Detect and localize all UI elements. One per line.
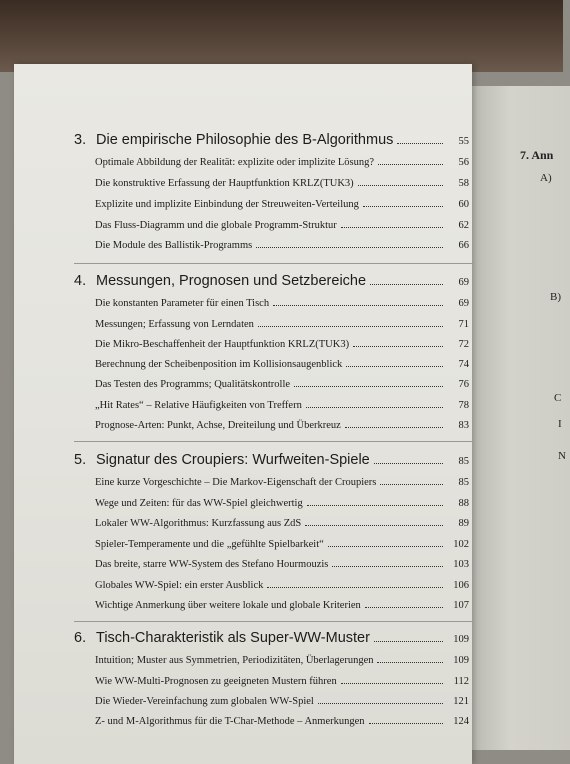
page-number: 66 <box>458 240 469 251</box>
chapter-number: 4. <box>74 273 87 289</box>
page-number: 103 <box>453 559 469 570</box>
chapter-title-text: Signatur des Croupiers: Wurfweiten-Spiele <box>96 452 370 468</box>
dot-leader <box>353 346 443 347</box>
page-number: 69 <box>458 298 469 309</box>
entry-text: Das Fluss-Diagramm und die globale Programm-Struktur <box>95 220 337 231</box>
toc-entry <box>95 298 469 314</box>
toc-entry <box>95 655 469 671</box>
dot-leader <box>346 366 443 367</box>
dot-leader <box>256 247 443 248</box>
dot-leader <box>328 546 443 547</box>
entry-text: „Hit Rates“ – Relative Häufigkeiten von Treffern <box>95 400 302 411</box>
page-number: 85 <box>458 456 469 467</box>
chapter-title <box>74 630 469 650</box>
dot-leader <box>294 386 443 387</box>
page-number: 124 <box>453 716 469 727</box>
page-number: 112 <box>453 676 469 687</box>
page-number: 69 <box>458 277 469 288</box>
chapter-title-text: Die empirische Philosophie des B-Algorithmus <box>96 132 394 148</box>
dot-leader <box>374 463 443 464</box>
dot-leader <box>363 206 443 207</box>
page-number: 121 <box>453 696 469 707</box>
entry-text: Eine kurze Vorgeschichte – Die Markov-Eigenschaft der Croupiers <box>95 477 377 488</box>
chapter-title <box>74 452 469 472</box>
dot-leader <box>358 185 443 186</box>
entry-text: Globales WW-Spiel: ein erster Ausblick <box>95 580 264 591</box>
facing-page-heading: 7. Ann <box>520 148 554 162</box>
entry-text: Das Testen des Programms; Qualitätskontrolle <box>95 379 291 390</box>
dot-leader <box>267 587 443 588</box>
page-number: 83 <box>458 420 469 431</box>
entry-text: Die Wieder-Vereinfachung zum globalen WW-Spiel <box>95 696 314 707</box>
section-divider <box>74 263 474 264</box>
toc-entry <box>95 696 469 712</box>
entry-text: Intuition; Muster aus Symmetrien, Periodizitäten, Überlagerungen <box>95 655 374 666</box>
page-number: 106 <box>453 580 469 591</box>
toc-entry <box>95 716 469 732</box>
entry-text: Messungen; Erfassung von Lerndaten <box>95 319 254 330</box>
page-number: 71 <box>458 319 469 330</box>
toc-entry <box>95 420 469 436</box>
toc-entry <box>95 676 469 692</box>
page-number: 88 <box>458 498 469 509</box>
entry-text: Die Module des Ballistik-Programms <box>95 240 253 251</box>
chapter-title-text: Messungen, Prognosen und Setzbereiche <box>96 273 367 289</box>
dot-leader <box>307 505 443 506</box>
dot-leader <box>341 227 443 228</box>
page-number: 102 <box>453 539 469 550</box>
toc-entry <box>95 178 469 194</box>
dot-leader <box>374 641 443 642</box>
dot-leader <box>305 525 443 526</box>
facing-page-fragment-c: C <box>554 392 562 404</box>
chapter-number: 3. <box>74 132 87 148</box>
entry-text: Wichtige Anmerkung über weitere lokale und globale Kriterien <box>95 600 361 611</box>
dot-leader <box>378 164 443 165</box>
entry-text: Optimale Abbildung der Realität: explizite oder implizite Lösung? <box>95 157 375 168</box>
page-number: 109 <box>453 655 469 666</box>
toc-entry <box>95 339 469 355</box>
entry-text: Z- und M-Algorithmus für die T-Char-Methode – Anmerkungen <box>95 716 365 727</box>
facing-page-item-b: B) <box>550 291 561 303</box>
toc-page <box>14 64 472 764</box>
toc-entry <box>95 319 469 335</box>
section-divider <box>74 441 474 442</box>
dot-leader <box>397 143 443 144</box>
chapter-title <box>74 273 469 293</box>
entry-text: Wie WW-Multi-Prognosen zu geeigneten Mustern führen <box>95 676 337 687</box>
entry-text: Die Mikro-Beschaffenheit der Hauptfunktion KRLZ(TUK3) <box>95 339 350 350</box>
dark-background <box>0 0 563 72</box>
page-number: 78 <box>458 400 469 411</box>
dot-leader <box>258 326 443 327</box>
dot-leader <box>332 566 443 567</box>
page-number: 55 <box>458 136 469 147</box>
dot-leader <box>341 683 443 684</box>
dot-leader <box>345 427 443 428</box>
dot-leader <box>306 407 443 408</box>
dot-leader <box>273 305 443 306</box>
toc-entry <box>95 240 469 256</box>
toc-entry <box>95 220 469 236</box>
page-number: 76 <box>458 379 469 390</box>
entry-text: Das breite, starre WW-System des Stefano Hourmouzis <box>95 559 329 570</box>
page-number: 72 <box>458 339 469 350</box>
entry-text: Die konstanten Parameter für einen Tisch <box>95 298 270 309</box>
toc-entry <box>95 199 469 215</box>
entry-text: Lokaler WW-Algorithmus: Kurzfassung aus ZdS <box>95 518 302 529</box>
toc-entry <box>95 518 469 534</box>
facing-page-fragment-i: I <box>558 418 562 430</box>
toc-entry <box>95 359 469 375</box>
dot-leader <box>380 484 443 485</box>
page-number: 56 <box>458 157 469 168</box>
page-number: 107 <box>453 600 469 611</box>
entry-text: Die konstruktive Erfassung der Hauptfunktion KRLZ(TUK3) <box>95 178 354 189</box>
toc-entry <box>95 477 469 493</box>
dot-leader <box>365 607 443 608</box>
page-number: 109 <box>453 634 469 645</box>
entry-text: Prognose-Arten: Punkt, Achse, Dreiteilung und Überkreuz <box>95 420 341 431</box>
toc-entry <box>95 157 469 173</box>
entry-text: Wege und Zeiten: für das WW-Spiel gleichwertig <box>95 498 303 509</box>
page-number: 89 <box>458 518 469 529</box>
page-number: 74 <box>458 359 469 370</box>
entry-text: Berechnung der Scheibenposition im Kollisionsaugenblick <box>95 359 343 370</box>
toc-entry <box>95 498 469 514</box>
chapter-title <box>74 132 469 152</box>
chapter-title-text: Tisch-Charakteristik als Super-WW-Muster <box>96 630 370 646</box>
toc-entry <box>95 559 469 575</box>
dot-leader <box>377 662 443 663</box>
chapter-number: 5. <box>74 452 87 468</box>
facing-page <box>470 86 570 750</box>
section-divider <box>74 621 474 622</box>
page-number: 85 <box>458 477 469 488</box>
entry-text: Spieler-Temperamente und die „gefühlte Spielbarkeit“ <box>95 539 324 550</box>
page-number: 58 <box>458 178 469 189</box>
dot-leader <box>369 723 443 724</box>
toc-entry <box>95 379 469 395</box>
facing-page-item-a: A) <box>540 172 552 184</box>
toc-entry <box>95 600 469 616</box>
page-number: 60 <box>458 199 469 210</box>
dot-leader <box>318 703 443 704</box>
entry-text: Explizite und implizite Einbindung der Streuweiten-Verteilung <box>95 199 359 210</box>
chapter-number: 6. <box>74 630 87 646</box>
toc-entry <box>95 539 469 555</box>
page-number: 62 <box>458 220 469 231</box>
toc-entry <box>95 400 469 416</box>
dot-leader <box>370 284 443 285</box>
facing-page-fragment-n: N <box>558 450 566 462</box>
toc-entry <box>95 580 469 596</box>
